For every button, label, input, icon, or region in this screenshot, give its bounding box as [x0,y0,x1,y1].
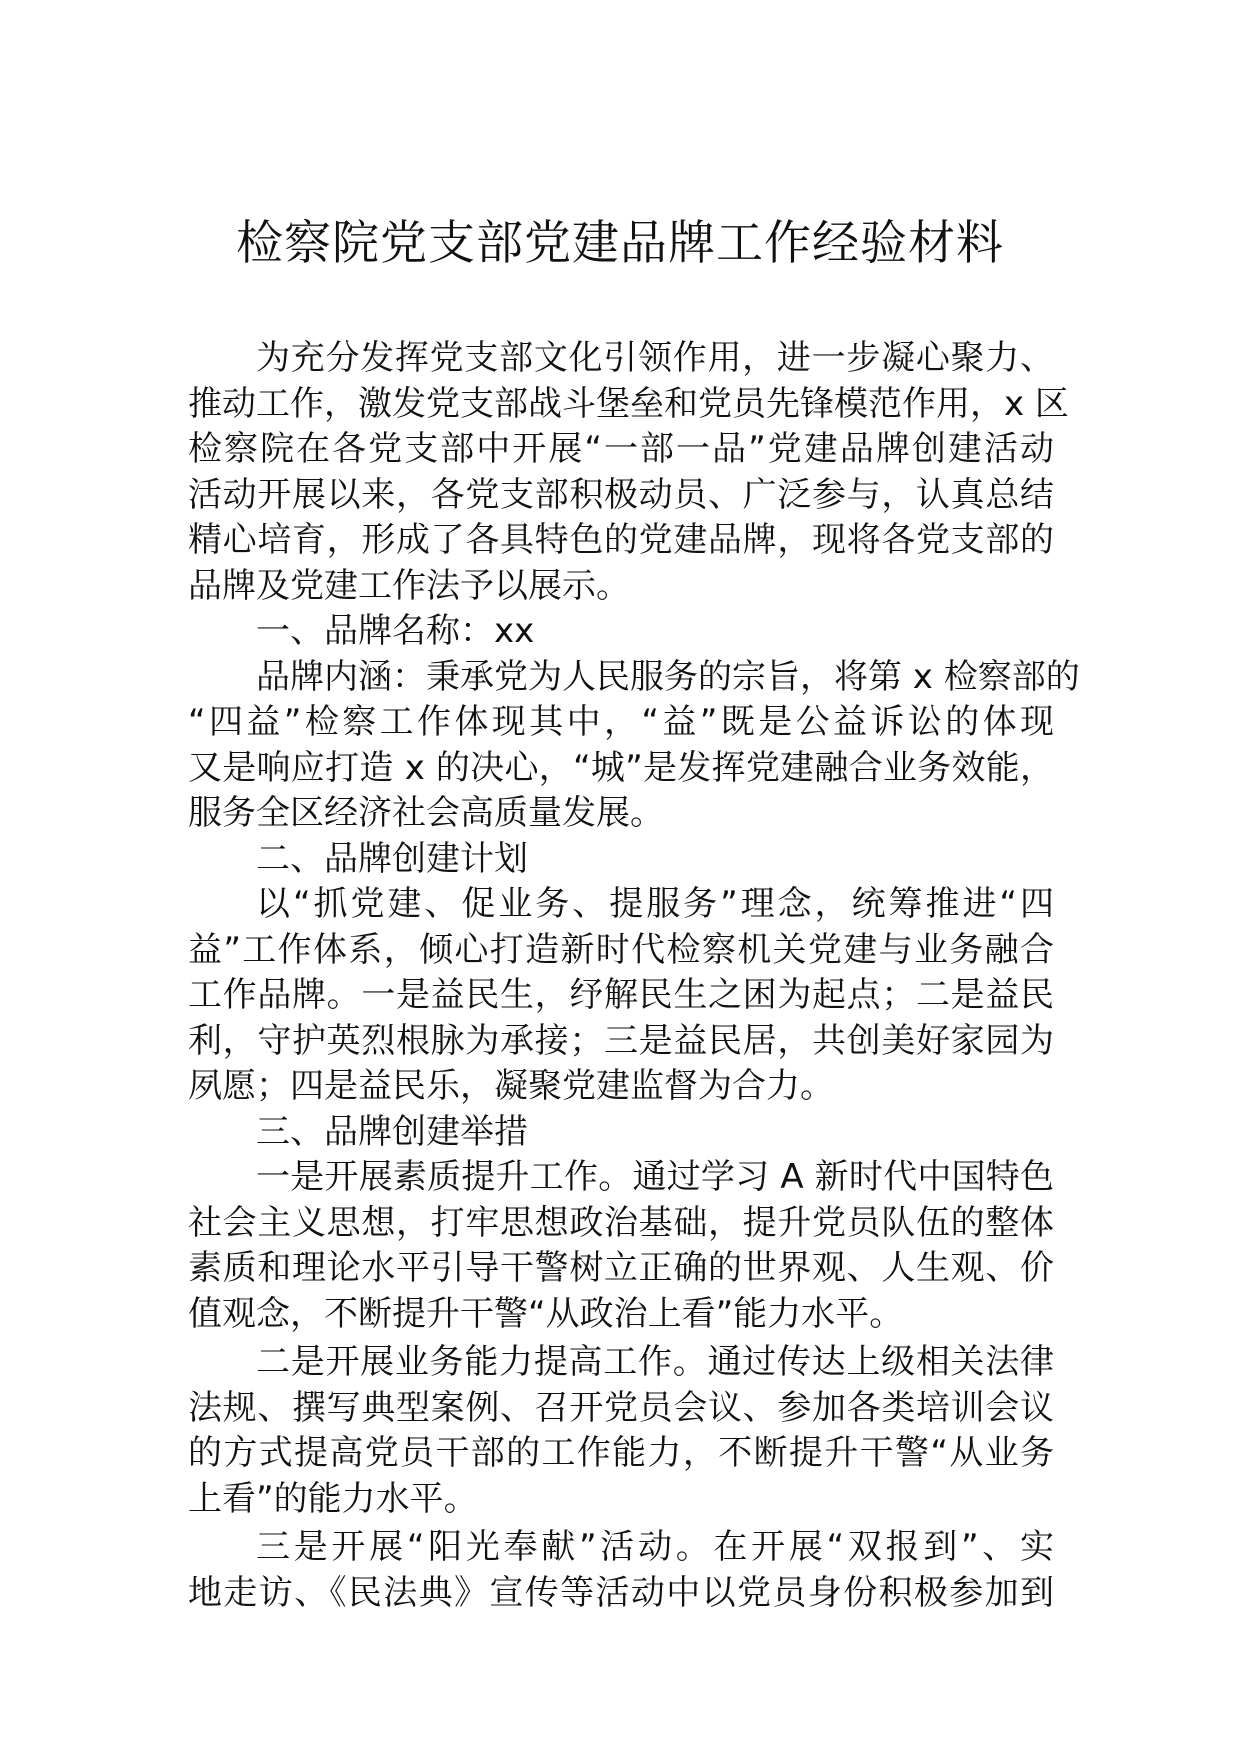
paragraph-line: 益”工作体系，倾心打造新时代检察机关党建与业务融合 [188,929,1054,970]
document-body [188,336,1080,1616]
paragraph-line: 检察院在各党支部中开展“一部一品”党建品牌创建活动 [188,429,1054,469]
paragraph-line: 素质和理论水平引导干警树立正确的世界观、人生观、价 [188,1248,1054,1288]
paragraph-line: 推动工作，激发党支部战斗堡垒和党员先锋模范作用，x 区 [188,383,1069,424]
paragraph-line: “四益”检察工作体现其中，“益”既是公益诉讼的体现 [188,702,1054,742]
paragraph-line: 为充分发挥党支部文化引领作用，进一步凝心聚力、 [256,338,1054,378]
paragraph-line: 三是开展“阳光奉献”活动。在开展“双报到”、实 [256,1527,1054,1567]
section-heading: 一、品牌名称：xx [256,611,535,651]
paragraph-line: 一是开展素质提升工作。通过学习 A 新时代中国特色 [256,1157,1054,1197]
paragraph-line: 的方式提高党员干部的工作能力，不断提升干警“从业务 [188,1433,1054,1473]
paragraph-line: 精心培育，形成了各具特色的党建品牌，现将各党支部的 [188,520,1054,560]
paragraph-line: 活动开展以来，各党支部积极动员、广泛参与，认真总结 [188,474,1054,515]
paragraph-line: 二是开展业务能力提高工作。通过传达上级相关法律 [256,1342,1054,1382]
paragraph-line: 利，守护英烈根脉为承接；三是益民居，共创美好家园为 [188,1020,1054,1061]
paragraph-line: 品牌及党建工作法予以展示。 [188,565,630,606]
paragraph-line: 法规、撰写典型案例、召开党员会议、参加各类培训会议 [188,1387,1054,1428]
paragraph-line: 服务全区经济社会高质量发展。 [188,793,664,833]
paragraph-line: 以“抓党建、促业务、提服务”理念，统筹推进“四 [256,884,1054,924]
paragraph-line: 工作品牌。一是益民生，纾解民生之困为起点；二是益民 [188,975,1054,1015]
paragraph-line: 上看”的能力水平。 [188,1478,478,1519]
paragraph-line: 夙愿；四是益民乐，凝聚党建监督为合力。 [188,1066,834,1106]
paragraph-line: 地走访、《民法典》宣传等活动中以党员身份积极参加到 [188,1572,1054,1613]
paragraph-line: 值观念，不断提升干警“从政治上看”能力水平。 [188,1293,904,1334]
paragraph-line: 又是响应打造 x 的决心，“城”是发挥党建融合业务效能， [188,747,1054,788]
paragraph-line: 社会主义思想，打牢思想政治基础，提升党员队伍的整体 [188,1202,1054,1243]
document-title: 检察院党支部党建品牌工作经验材料 [236,216,1004,271]
section-heading: 三、品牌创建举措 [256,1111,528,1152]
paragraph-line: 品牌内涵：秉承党为人民服务的宗旨，将第 x 检察部的 [256,656,1080,697]
section-heading: 二、品牌创建计划 [256,838,528,879]
